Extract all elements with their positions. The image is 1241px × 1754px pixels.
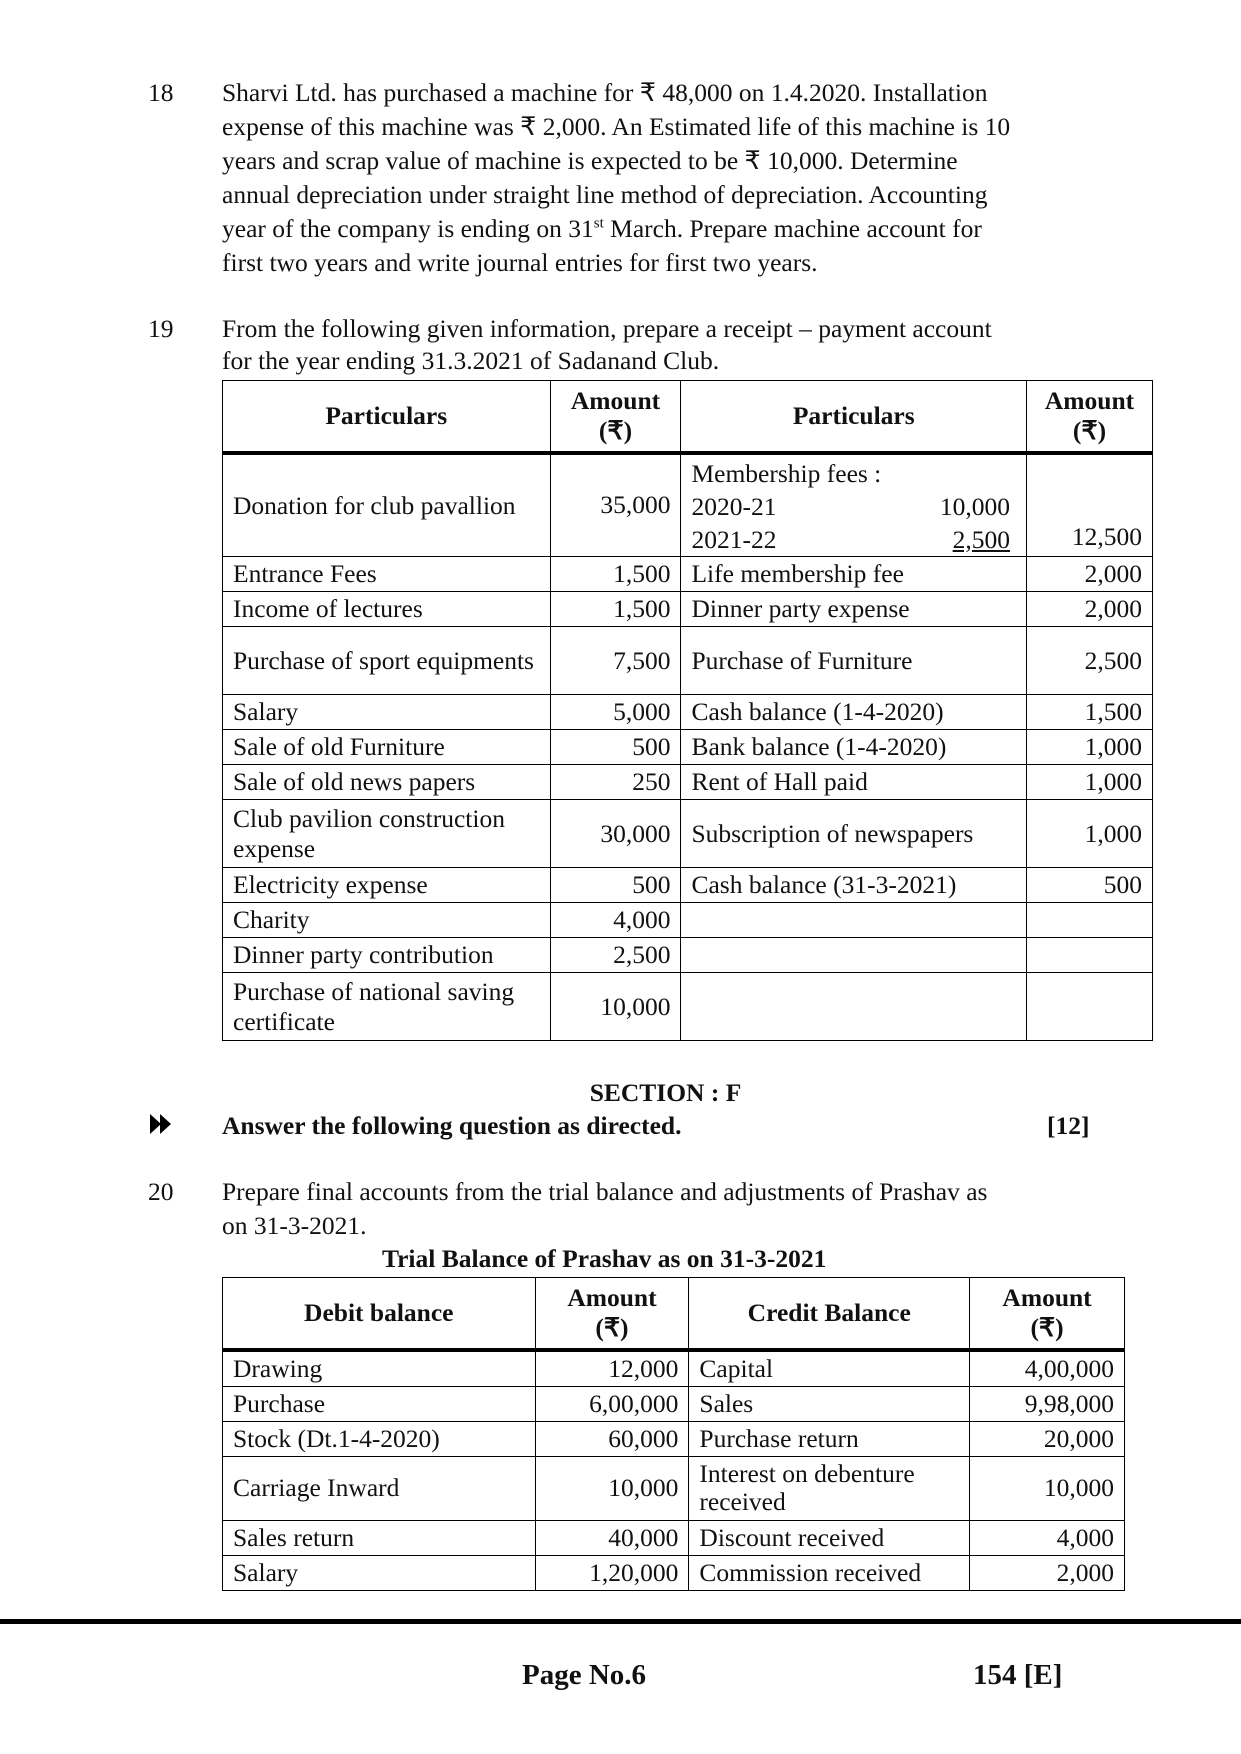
membership-value-1: 10,000: [939, 491, 1011, 521]
cell-amount-left: 1,500: [550, 592, 681, 627]
table-row: [223, 765, 1153, 800]
cell-credit-amount: 9,98,000: [970, 1386, 1125, 1421]
question-19-text: [222, 312, 1122, 376]
cell-particular-right: Rent of Hall paid: [681, 765, 1027, 800]
cell-particular-left: Sale of old Furniture: [223, 730, 551, 765]
q19-line-2: for the year ending 31.3.2021 of Sadanand Club.: [222, 346, 720, 375]
question-number-19: 19: [148, 314, 174, 343]
paper-code: 154 [E]: [973, 1659, 1063, 1691]
cell-debit-amount: 1,20,000: [535, 1555, 689, 1590]
cell-amount-left: 35,000: [550, 453, 681, 557]
header-particulars-left: Particulars: [223, 381, 551, 453]
cell-amount-left: 1,500: [550, 557, 681, 592]
cell-amount-left: 4,000: [550, 903, 681, 938]
cell-particular-right: Cash balance (1-4-2020): [681, 695, 1027, 730]
cell-amount-left: 30,000: [550, 800, 681, 868]
header-amount-debit: [535, 1278, 689, 1350]
cell-amount-right: 1,000: [1027, 800, 1153, 868]
cell-particular-left: Income of lectures: [223, 592, 551, 627]
table-row: [223, 800, 1153, 868]
table-row: [223, 903, 1153, 938]
table-row: [223, 730, 1153, 765]
cell-debit-amount: 10,000: [535, 1456, 689, 1520]
fast-forward-icon: [150, 1114, 172, 1134]
question-number-18: 18: [148, 78, 174, 107]
cell-credit-amount: 10,000: [970, 1456, 1125, 1520]
cell-particular-left: Electricity expense: [223, 868, 551, 903]
receipt-payment-table: [222, 380, 1153, 1041]
cell-debit-amount: 60,000: [535, 1421, 689, 1456]
cell-particular-left: Dinner party contribution: [223, 938, 551, 973]
table-row: [223, 1386, 1125, 1421]
cell-amount-right: 1,000: [1027, 765, 1153, 800]
question-18-text: [222, 76, 1122, 280]
header-amount-left-label: Amount: [570, 385, 661, 415]
cell-amount-right: 2,500: [1027, 627, 1153, 695]
header-particulars-right: Particulars: [681, 381, 1027, 453]
q18-line-5-post: March. Prepare machine account for: [603, 214, 982, 243]
q18-line-5-sup: st: [593, 215, 604, 232]
trial-balance-table: [222, 1277, 1125, 1591]
table-row: [223, 1350, 1125, 1387]
section-marks: [12]: [1047, 1111, 1090, 1140]
cell-amount-left: 10,000: [550, 973, 681, 1041]
table-header-row: [223, 381, 1153, 453]
cell-amount-left: 7,500: [550, 627, 681, 695]
cell-particular-left: Sale of old news papers: [223, 765, 551, 800]
table-row: [223, 695, 1153, 730]
membership-row-1: [691, 490, 1010, 523]
table-row: [223, 592, 1153, 627]
cell-debit-amount: 12,000: [535, 1350, 689, 1387]
membership-row-2: [691, 523, 1010, 556]
trial-balance-title: Trial Balance of Prashav as on 31-3-2021: [382, 1244, 827, 1273]
cell-debit-particular: Sales return: [223, 1520, 536, 1555]
header-amount-right-unit: (₹): [1072, 415, 1107, 445]
cell-particular-right: Cash balance (31-3-2021): [681, 868, 1027, 903]
cell-credit-particular: Discount received: [689, 1520, 970, 1555]
membership-value-2: 2,500: [952, 524, 1011, 554]
cell-debit-amount: 40,000: [535, 1520, 689, 1555]
cell-credit-amount: 4,00,000: [970, 1350, 1125, 1387]
cell-amount-right: 2,000: [1027, 557, 1153, 592]
cell-amount-right: [1027, 938, 1153, 973]
header-amount-debit-label: Amount: [567, 1282, 657, 1312]
q18-line-2: expense of this machine was ₹ 2,000. An Estimated life of this machine is 10: [222, 112, 1011, 141]
cell-particular-right: Dinner party expense: [681, 592, 1027, 627]
footer-rule: [0, 1619, 1241, 1624]
header-amount-credit-unit: (₹): [1030, 1312, 1064, 1342]
q18-line-3: years and scrap value of machine is expected to be ₹ 10,000. Determine: [222, 146, 958, 175]
cell-credit-amount: 2,000: [970, 1555, 1125, 1590]
table-row: [223, 938, 1153, 973]
table-row: [223, 868, 1153, 903]
q18-line-5-pre: year of the company is ending on 31: [222, 214, 594, 243]
cell-particular-right: Subscription of newspapers: [681, 800, 1027, 868]
membership-label: Membership fees :: [691, 458, 882, 488]
cell-debit-particular: Salary: [223, 1555, 536, 1590]
table-row: [223, 453, 1153, 557]
cell-credit-particular: Commission received: [689, 1555, 970, 1590]
cell-credit-particular: Interest on debenture received: [689, 1456, 970, 1520]
cell-particular-left: Purchase of national saving certificate: [223, 973, 551, 1041]
page-number: Page No.6: [522, 1659, 647, 1691]
q18-line-5: [222, 212, 1122, 246]
cell-particular-left: Charity: [223, 903, 551, 938]
cell-credit-particular: Capital: [689, 1350, 970, 1387]
cell-particular-right: [681, 938, 1027, 973]
header-amount-credit: [970, 1278, 1125, 1350]
header-amount-debit-unit: (₹): [595, 1312, 629, 1342]
cell-amount-right: 1,000: [1027, 730, 1153, 765]
header-credit: Credit Balance: [689, 1278, 970, 1350]
cell-amount-right: 12,500: [1027, 453, 1153, 557]
cell-amount-right: 2,000: [1027, 592, 1153, 627]
table-row: [223, 1421, 1125, 1456]
q18-line-1: Sharvi Ltd. has purchased a machine for ₹ 48,000 on 1.4.2020. Installation: [222, 78, 988, 107]
cell-debit-particular: Carriage Inward: [223, 1456, 536, 1520]
cell-debit-particular: Stock (Dt.1-4-2020): [223, 1421, 536, 1456]
cell-debit-amount: 6,00,000: [535, 1386, 689, 1421]
table-row: [223, 1520, 1125, 1555]
header-amount-left-unit: (₹): [598, 415, 633, 445]
cell-amount-left: 500: [550, 730, 681, 765]
cell-amount-right: 500: [1027, 868, 1153, 903]
cell-credit-particular: Purchase return: [689, 1421, 970, 1456]
cell-credit-particular: Sales: [689, 1386, 970, 1421]
cell-debit-particular: Purchase: [223, 1386, 536, 1421]
header-amount-right: [1027, 381, 1153, 453]
question-number-20: 20: [148, 1177, 174, 1206]
q19-line-1: From the following given information, prepare a receipt – payment account: [222, 314, 992, 343]
cell-particular-left: Club pavilion construction expense: [223, 800, 551, 868]
cell-credit-amount: 4,000: [970, 1520, 1125, 1555]
cell-particular-right: [681, 903, 1027, 938]
table-row: [223, 627, 1153, 695]
membership-year-2: 2021-22: [691, 524, 777, 554]
q20-line-1: Prepare final accounts from the trial balance and adjustments of Prashav as: [222, 1177, 988, 1206]
cell-particular-right: Bank balance (1-4-2020): [681, 730, 1027, 765]
cell-particular-left: Salary: [223, 695, 551, 730]
table-row: [223, 1555, 1125, 1590]
cell-amount-left: 2,500: [550, 938, 681, 973]
cell-particular-left: Entrance Fees: [223, 557, 551, 592]
q20-line-2: on 31-3-2021.: [222, 1211, 367, 1240]
question-20-text: [222, 1175, 1122, 1243]
cell-amount-left: 500: [550, 868, 681, 903]
cell-particular-right: Purchase of Furniture: [681, 627, 1027, 695]
q18-line-6: first two years and write journal entries for first two years.: [222, 248, 818, 277]
cell-particular-left: Donation for club pavallion: [223, 453, 551, 557]
table-header-row: [223, 1278, 1125, 1350]
table-row: [223, 557, 1153, 592]
cell-membership-fees: [681, 453, 1027, 557]
q18-line-4: annual depreciation under straight line method of depreciation. Accounting: [222, 180, 988, 209]
cell-amount-right: 1,500: [1027, 695, 1153, 730]
header-amount-left: [550, 381, 681, 453]
cell-particular-right: [681, 973, 1027, 1041]
membership-year-1: 2020-21: [691, 491, 777, 521]
cell-credit-amount: 20,000: [970, 1421, 1125, 1456]
cell-amount-right: [1027, 973, 1153, 1041]
table-row: [223, 1456, 1125, 1520]
cell-amount-left: 250: [550, 765, 681, 800]
cell-amount-left: 5,000: [550, 695, 681, 730]
cell-particular-right: Life membership fee: [681, 557, 1027, 592]
cell-amount-right: [1027, 903, 1153, 938]
cell-particular-left: Purchase of sport equipments: [223, 627, 551, 695]
header-debit: Debit balance: [223, 1278, 536, 1350]
section-instruction: Answer the following question as directed.: [222, 1111, 682, 1140]
section-title: SECTION : F: [589, 1078, 742, 1107]
cell-debit-particular: Drawing: [223, 1350, 536, 1387]
header-amount-right-label: Amount: [1044, 385, 1135, 415]
table-row: [223, 973, 1153, 1041]
header-amount-credit-label: Amount: [1002, 1282, 1092, 1312]
